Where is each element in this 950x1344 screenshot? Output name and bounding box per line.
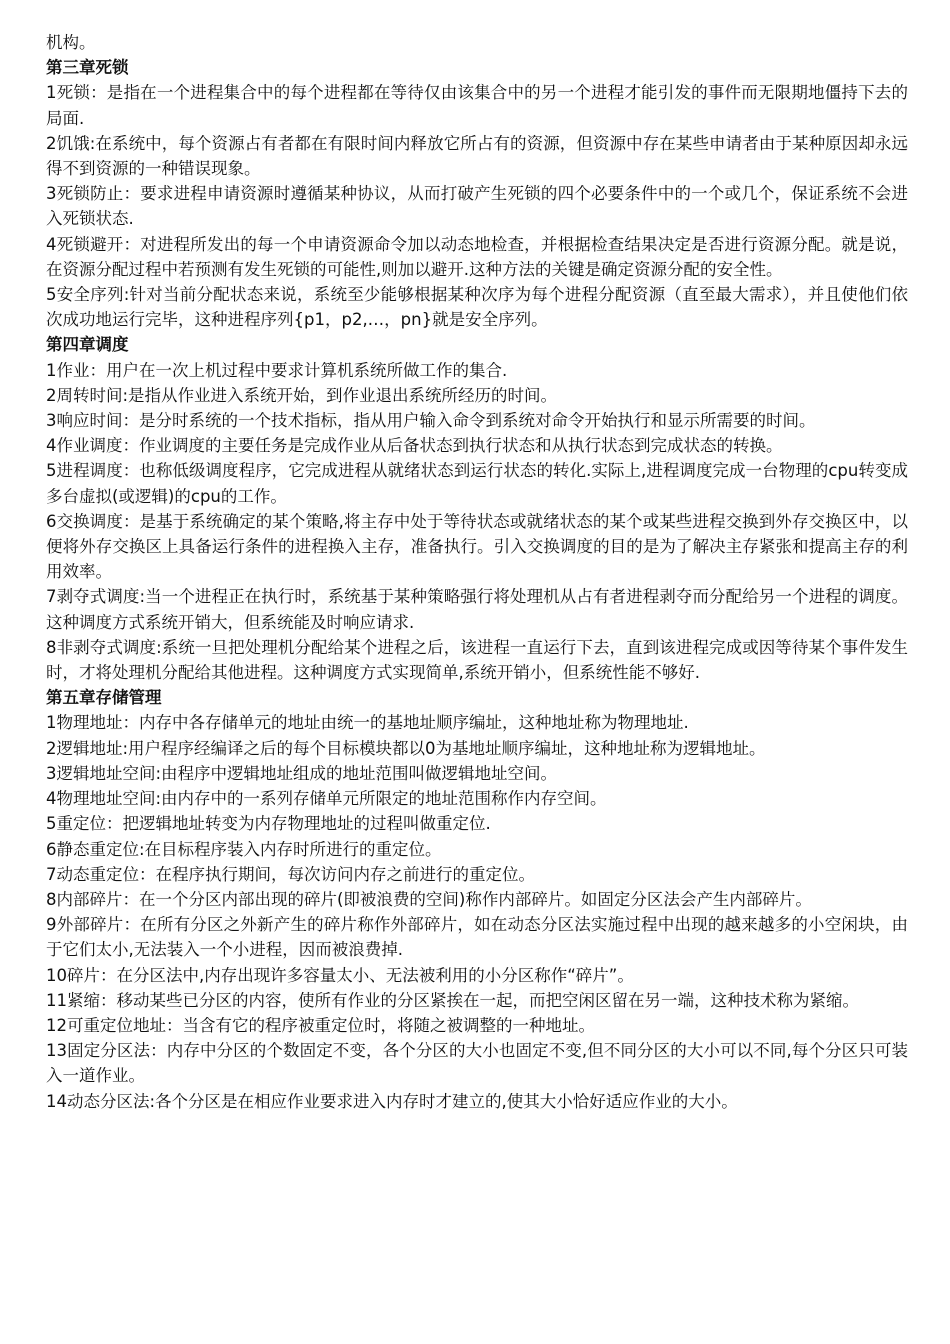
intro-text: 机构。 bbox=[46, 33, 96, 52]
chapter-3-item-1: 1死锁：是指在一个进程集合中的每个进程都在等待仅由该集合中的另一个进程才能引发的事件而无限期地僵持下去的局面. bbox=[46, 83, 908, 128]
chapter-5-item-12: 12可重定位地址：当含有它的程序被重定位时，将随之被调整的一种地址。 bbox=[46, 1015, 595, 1035]
chapter-5-item-5: 5重定位：把逻辑地址转变为内存物理地址的过程叫做重定位. bbox=[46, 814, 491, 834]
chapter-4-item-1: 1作业：用户在一次上机过程中要求计算机系统所做工作的集合. bbox=[46, 360, 508, 380]
chapter-5-item-9: 9外部碎片：在所有分区之外新产生的碎片称作外部碎片，如在动态分区法实施过程中出现的越来越多的小空闲块，由于它们太小,无法装入一个小进程，因而被浪费掉. bbox=[46, 915, 908, 960]
chapter-3-item-3: 3死锁防止：要求进程申请资源时遵循某种协议，从而打破产生死锁的四个必要条件中的一个或几个，保证系统不会进入死锁状态. bbox=[46, 184, 908, 229]
document-page bbox=[46, 30, 908, 1114]
chapter-5-item-2: 2逻辑地址:用户程序经编译之后的每个目标模块都以0为基地址顺序编址，这种地址称为逻辑地址。 bbox=[46, 738, 766, 758]
chapter-4-heading: 第四章调度 bbox=[46, 335, 129, 355]
chapter-5-heading: 第五章存储管理 bbox=[46, 688, 162, 708]
chapter-4-item-2: 2周转时间:是指从作业进入系统开始，到作业退出系统所经历的时间。 bbox=[46, 385, 558, 405]
chapter-4-item-6: 6交换调度：是基于系统确定的某个策略,将主存中处于等待状态或就绪状态的某个或某些进程交换到外存交换区中，以便将外存交换区上具备运行条件的进程换入主存，准备执行。引入交换调度的目的是为了解决主存紧张和提高主存的利用效率。 bbox=[46, 511, 908, 582]
chapter-5-item-10: 10碎片：在分区法中,内存出现许多容量太小、无法被利用的小分区称作“碎片”。 bbox=[46, 965, 634, 985]
chapter-4-item-5: 5进程调度：也称低级调度程序，它完成进程从就绪状态到运行状态的转化.实际上,进程调度完成一台物理的cpu转变成多台虚拟(或逻辑)的cpu的工作。 bbox=[46, 461, 908, 506]
chapter-3-item-2: 2饥饿:在系统中，每个资源占有者都在有限时间内释放它所占有的资源，但资源中存在某些申请者由于某种原因却永远得不到资源的一种错误现象。 bbox=[46, 133, 908, 179]
chapter-3-item-5: 5安全序列:针对当前分配状态来说，系统至少能够根据某种次序为每个进程分配资源（直至最大需求），并且使他们依次成功地运行完毕，这种进程序列{p1，p2,…，pn}就是安全序列。 bbox=[46, 285, 908, 330]
chapter-5-item-6: 6静态重定位:在目标程序装入内存时所进行的重定位。 bbox=[46, 839, 442, 859]
chapter-5-item-13: 13固定分区法：内存中分区的个数固定不变，各个分区的大小也固定不变,但不同分区的大小可以不同,每个分区只可装入一道作业。 bbox=[46, 1041, 908, 1086]
chapter-5-item-11: 11紧缩：移动某些已分区的内容，使所有作业的分区紧挨在一起，而把空闲区留在另一端，这种技术称为紧缩。 bbox=[46, 990, 859, 1010]
chapter-4-item-3: 3响应时间：是分时系统的一个技术指标，指从用户输入命令到系统对命令开始执行和显示所需要的时间。 bbox=[46, 411, 816, 431]
chapter-4-item-7: 7剥夺式调度:当一个进程正在执行时，系统基于某种策略强行将处理机从占有者进程剥夺而分配给另一个进程的调度。这种调度方式系统开销大，但系统能及时响应请求. bbox=[46, 587, 908, 632]
chapter-5-item-1: 1物理地址：内存中各存储单元的地址由统一的基地址顺序编址，这种地址称为物理地址. bbox=[46, 713, 689, 733]
chapter-4-item-8: 8非剥夺式调度:系统一旦把处理机分配给某个进程之后，该进程一直运行下去，直到该进程完成或因等待某个事件发生时，才将处理机分配给其他进程。这种调度方式实现简单,系统开销小，但系统性能不够好. bbox=[46, 637, 908, 683]
chapter-5-item-3: 3逻辑地址空间:由程序中逻辑地址组成的地址范围叫做逻辑地址空间。 bbox=[46, 763, 558, 783]
chapter-3-item-4: 4死锁避开：对进程所发出的每一个申请资源命令加以动态地检查，并根据检查结果决定是否进行资源分配。就是说，在资源分配过程中若预测有发生死锁的可能性,则加以避开.这种方法的关键是确定资源分配的安全性。 bbox=[46, 234, 908, 279]
chapter-5-item-7: 7动态重定位：在程序执行期间，每次访问内存之前进行的重定位。 bbox=[46, 864, 535, 884]
chapter-5-item-4: 4物理地址空间:由内存中的一系列存储单元所限定的地址范围称作内存空间。 bbox=[46, 789, 607, 809]
chapter-3-heading: 第三章死锁 bbox=[46, 58, 129, 78]
chapter-5-item-14: 14动态分区法:各个分区是在相应作业要求进入内存时才建立的,使其大小恰好适应作业的大小。 bbox=[46, 1091, 738, 1111]
chapter-5-item-8: 8内部碎片：在一个分区内部出现的碎片(即被浪费的空间)称作内部碎片。如固定分区法会产生内部碎片。 bbox=[46, 889, 812, 909]
chapter-4-item-4: 4作业调度：作业调度的主要任务是完成作业从后备状态到执行状态和从执行状态到完成状态的转换。 bbox=[46, 436, 783, 456]
